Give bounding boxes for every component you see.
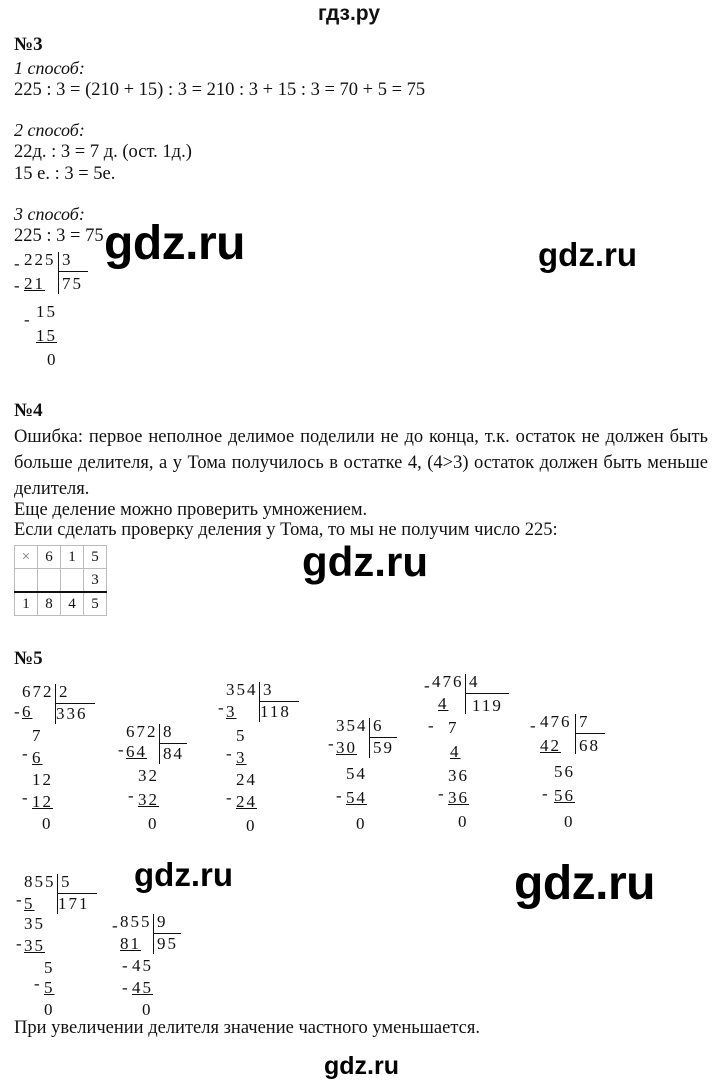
watermark: gdz.ru <box>538 236 637 273</box>
method-1-line: 225 : 3 = (210 + 15) : 3 = 210 : 3 + 15 : 3 = 70 + 5 = 75 <box>14 80 426 100</box>
dividend: 672 <box>126 722 158 741</box>
watermark: gdz.ru <box>514 857 655 910</box>
dividend: 354 <box>226 680 258 699</box>
method-1-label: 1 способ: <box>14 58 85 78</box>
division-step: 32 <box>138 790 159 809</box>
division-step: 45 <box>132 978 153 997</box>
method-2-line-1: 22д. : 3 = 7 д. (ост. 1д.) <box>14 142 192 162</box>
watermark: gdz.ru <box>134 856 233 893</box>
multiply-sign: × <box>15 546 38 569</box>
quotient: 119 <box>472 696 503 715</box>
division-step: 7 <box>448 718 459 737</box>
digit: 6 <box>38 546 61 569</box>
division-step: 0 <box>44 1000 55 1019</box>
site-header: гдз.ру <box>318 2 381 25</box>
divisor: 9 <box>157 912 168 931</box>
task-5-conclusion: При увеличении делителя значение частного уменьшается. <box>14 1018 480 1038</box>
division-step: 4 <box>438 694 449 713</box>
dividend: 855 <box>120 912 152 931</box>
division-step: 30 <box>336 738 357 757</box>
division-step: 0 <box>142 1000 153 1019</box>
quotient: 336 <box>56 704 88 723</box>
divisor: 4 <box>469 672 480 691</box>
task-5-number: №5 <box>14 648 43 669</box>
task-4-paragraph-3: Если сделать проверку деления у Тома, то мы не получим число 225: <box>14 520 558 540</box>
method-2-label: 2 способ: <box>14 120 85 140</box>
division-step: 0 <box>246 816 257 835</box>
division-step: 54 <box>346 764 367 783</box>
division-step: 6 <box>32 748 43 767</box>
dividend: 672 <box>22 682 54 701</box>
division-step: 64 <box>126 742 147 761</box>
divisor: 6 <box>373 716 384 735</box>
quotient: 95 <box>157 934 178 953</box>
digit: 8 <box>38 592 61 616</box>
division-step: 0 <box>564 812 575 831</box>
task-3-number: №3 <box>14 34 43 55</box>
division-step: 15 <box>36 302 57 321</box>
division-step: 7 <box>32 726 43 745</box>
dividend: 476 <box>432 672 464 691</box>
footer-watermark: gdz.ru <box>324 1052 399 1080</box>
division-step: 4 <box>450 742 461 761</box>
division-step: 5 <box>44 958 55 977</box>
division-step: 35 <box>24 914 45 933</box>
division-step: 24 <box>236 770 257 789</box>
division-step: 56 <box>554 762 575 781</box>
division-step: 5 <box>236 726 247 745</box>
division-step: 24 <box>236 792 257 811</box>
division-step: 81 <box>120 934 141 953</box>
division-step: 3 <box>226 702 237 721</box>
division-step: 32 <box>138 766 159 785</box>
quotient: 84 <box>163 744 184 763</box>
divisor: 2 <box>59 682 70 701</box>
division-step: 12 <box>32 770 53 789</box>
division-step: 45 <box>132 956 153 975</box>
division-step: 0 <box>148 814 159 833</box>
watermark: gdz.ru <box>104 217 245 270</box>
digit: 1 <box>15 592 38 616</box>
division-step: 5 <box>44 978 55 997</box>
division-step: 6 <box>22 702 33 721</box>
quotient: 75 <box>62 274 83 293</box>
division-step: 3 <box>236 748 247 767</box>
division-step: 5 <box>24 894 35 913</box>
division-step: 56 <box>554 786 575 805</box>
task-4-paragraph-2: Еще деление можно проверить умножением. <box>14 500 368 520</box>
method-2-line-2: 15 е. : 3 = 5е. <box>14 164 116 184</box>
digit: 4 <box>61 592 84 616</box>
method-3-label: 3 способ: <box>14 204 85 224</box>
divisor: 3 <box>263 680 274 699</box>
division-step: 0 <box>458 812 469 831</box>
multiplication-check <box>14 545 107 616</box>
digit <box>38 569 61 593</box>
dividend: 354 <box>336 716 368 735</box>
watermark: gdz.ru <box>302 538 428 585</box>
division-step: 15 <box>36 326 57 345</box>
divisor: 5 <box>61 872 72 891</box>
dividend: 476 <box>540 712 572 731</box>
dividend: 225 <box>24 250 56 269</box>
quotient: 68 <box>579 736 600 755</box>
quotient: 59 <box>373 738 394 757</box>
division-step: 0 <box>42 814 53 833</box>
task-4-number: №4 <box>14 400 43 421</box>
digit <box>61 569 84 593</box>
divisor: 7 <box>579 712 590 731</box>
division-step: 0 <box>47 350 58 369</box>
dividend: 855 <box>24 872 56 891</box>
divisor: 8 <box>163 722 174 741</box>
division-step: 21 <box>24 274 45 293</box>
division-step: 35 <box>24 936 45 955</box>
task-4-paragraph-1: Ошибка: первое неполное делимое поделили не до конца, т.к. остаток не должен быть больше делителя, а у Тома получилось в остатке 4, (4>3) остаток должен быть меньше делителя. <box>14 427 708 499</box>
digit: 3 <box>84 569 107 593</box>
method-3-line: 225 : 3 = 75 <box>14 226 104 246</box>
quotient: 171 <box>58 894 90 913</box>
division-step: 0 <box>356 814 367 833</box>
digit: 5 <box>84 592 107 616</box>
division-step: 42 <box>540 736 561 755</box>
division-step: 36 <box>448 766 469 785</box>
quotient: 118 <box>260 702 291 721</box>
digit: 5 <box>84 546 107 569</box>
division-step: 12 <box>32 792 53 811</box>
divisor: 3 <box>62 250 73 269</box>
digit <box>15 569 38 593</box>
digit: 1 <box>61 546 84 569</box>
division-step: 54 <box>346 788 367 807</box>
division-step: 36 <box>448 788 469 807</box>
